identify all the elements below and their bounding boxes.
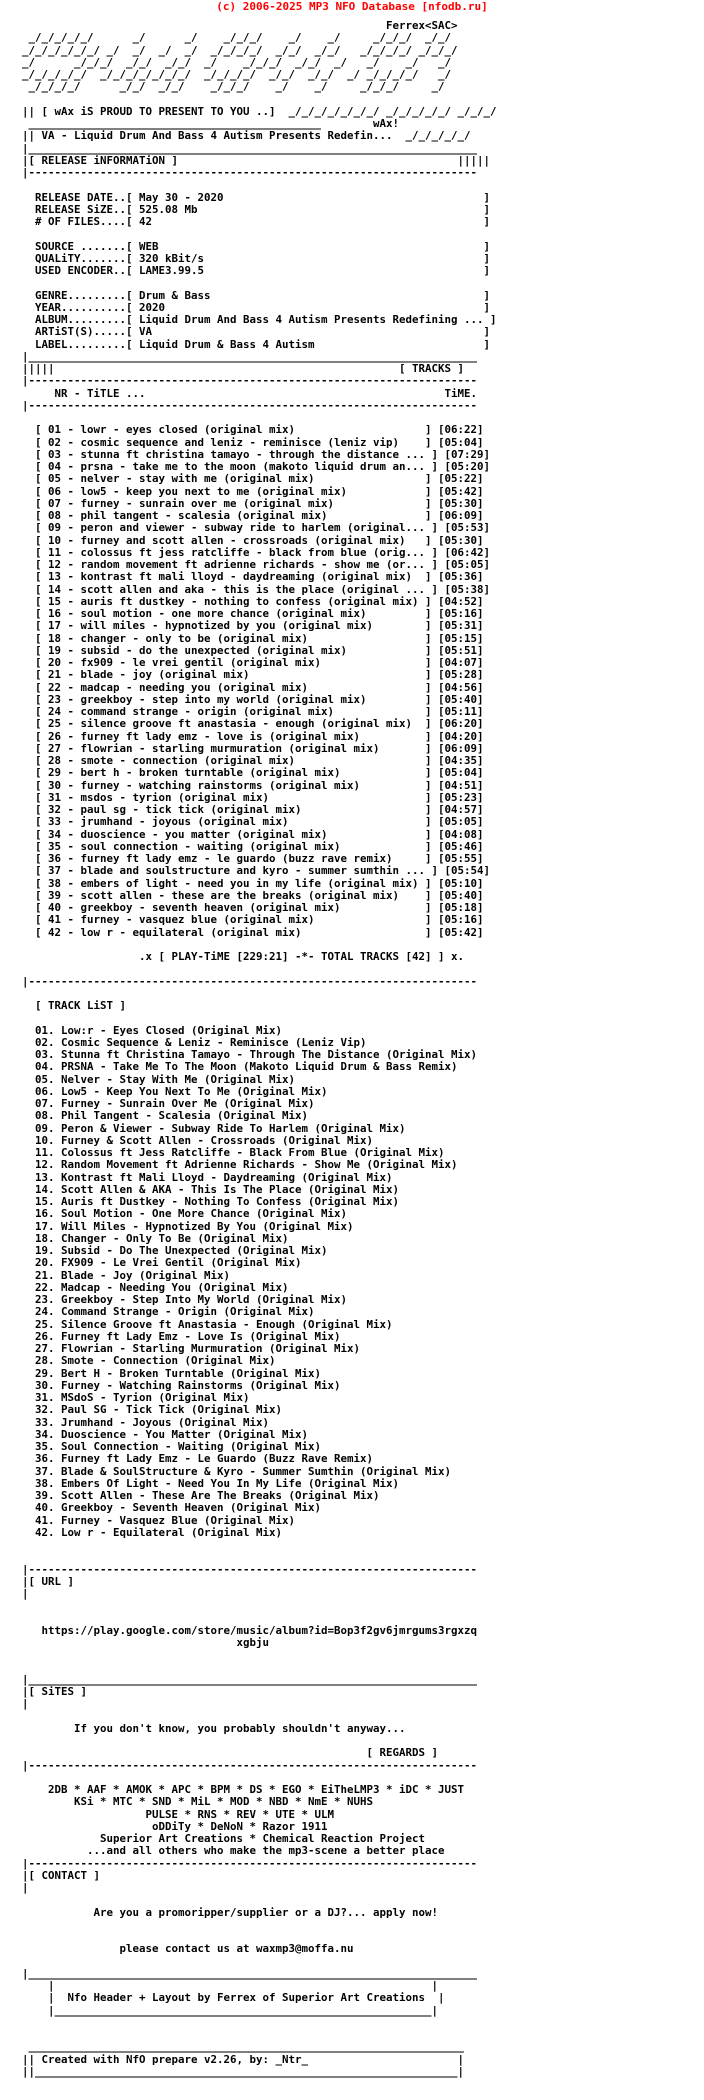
nfo-line: 03. Stunna ft Christina Tamayo - Through The Distance (Original Mix) [22,1048,478,1061]
nfo-line: 39. Scott Allen - These Are The Breaks (Original Mix) [22,1489,380,1502]
nfo-line: [ 06 - low5 - keep you next to me (original mix) ] [05:42] [22,484,484,498]
nfo-line: 13. Kontrast ft Mali Lloyd - Daydreaming (Original Mix) [22,1170,393,1184]
nfo-line: [ 04 - prsna - take me to the moon (makoto liquid drum an... ] [05:20] [22,460,491,473]
nfo-line: 24. Command Strange - Origin (Original Mix) [22,1305,315,1319]
nfo-line: [ 41 - furney - vasquez blue (original mix) ] [05:16] [22,913,484,927]
nfo-line: 19. Subsid - Do The Unexpected (Original Mix) [22,1244,328,1257]
nfo-line: |__________________________________________________________| [22,2003,439,2017]
nfo-line: 02. Cosmic Sequence & Leniz - Reminisce (Leniz Vip) [22,1035,367,1049]
nfo-line: 30. Furney - Watching Rainstorms (Original Mix) [22,1378,341,1392]
nfo-line: 25. Silence Groove ft Anastasia - Enough (Original Mix) [22,1317,393,1331]
nfo-line: _/_/_/_/ _/_/ _/_/ _/_/_/ _/ _/ _/_/_/ _/ [22,80,445,94]
nfo-line: [ 38 - embers of light - need you in my life (original mix) ] [05:10] [22,876,484,890]
nfo-line: |--------------------------------------------------------------------- [22,974,478,988]
nfo-line: 2DB * AAF * AMOK * APC * BPM * DS * EGO * EiTheLMP3 * iDC * JUST [22,1783,465,1796]
nfo-line: ...and all others who make the mp3-scene a better place [22,1844,445,1858]
nfo-line: If you don't know, you probably shouldn't anyway... [22,1721,406,1735]
nfo-line: [ 14 - scott allen and aka - this is the place (original ... ] [05:38] [22,582,491,596]
nfo-line: | [22,1587,29,1600]
nfo-line: YEAR..........[ 2020 ] [22,300,491,314]
nfo-line: | [22,1881,29,1894]
site-header: (c) 2006-2025 MP3 NFO Database [nfodb.ru] [216,0,488,13]
nfo-line: 37. Blade & SoulStructure & Kyro - Summer Sumthin (Original Mix) [22,1464,452,1478]
nfo-line: [ 10 - furney and scott allen - crossroads (original mix) ] [05:30] [22,533,484,547]
nfo-line: 23. Greekboy - Step Into My World (Original Mix) [22,1293,348,1306]
nfo-line: 07. Furney - Sunrain Over Me (Original Mix) [22,1097,315,1110]
nfo-line: 41. Furney - Vasquez Blue (Original Mix) [22,1513,296,1527]
nfo-line: |--------------------------------------------------------------------- [22,374,478,388]
nfo-line: [ 24 - command strange - origin (original mix) ] [05:11] [22,705,484,718]
nfo-line: [ 29 - bert h - broken turntable (original mix) ] [05:04] [22,766,484,780]
nfo-line: [ 05 - nelver - stay with me (original mix) ] [05:22] [22,472,484,486]
nfo-line: [ 35 - soul connection - waiting (original mix) ] [05:46] [22,839,484,853]
nfo-line: [ 33 - jrumhand - joyous (original mix) ] [05:05] [22,815,484,829]
nfo-line: 32. Paul SG - Tick Tick (Original Mix) [22,1403,283,1417]
nfo-line: 09. Peron & Viewer - Subway Ride To Harlem (Original Mix) [22,1121,406,1135]
nfo-line: [ 30 - furney - watching rainstorms (original mix) ] [04:51] [22,778,484,792]
nfo-line: QUALiTY.......[ 320 kBit/s ] [22,251,491,265]
nfo-line: 22. Madcap - Needing You (Original Mix) [22,1280,289,1294]
nfo-line: [ 20 - fx909 - le vrei gentil (original mix) ] [04:07] [22,656,484,669]
nfo-line: KSi * MTC * SND * MiL * MOD * NBD * NmE * NUHS [22,1795,374,1809]
nfo-line: [ 19 - subsid - do the unexpected (original mix) ] [05:51] [22,643,484,657]
nfo-line: [ REGARDS ] [22,1746,439,1760]
nfo-line: 26. Furney ft Lady Emz - Love Is (Original Mix) [22,1329,341,1343]
nfo-line: .x [ PLAY-TiME [229:21] -*- TOTAL TRACKS [42] ] x. [22,950,465,963]
nfo-line: [ 27 - flowrian - starling murmuration (original mix) ] [06:09] [22,741,484,755]
nfo-line: |_____________________________________________________________________ [22,1966,478,1980]
nfo-line: # OF FILES....[ 42 ] [22,215,491,228]
nfo-line: RELEASE DATE..[ May 30 - 2020 ] [22,190,491,204]
nfo-line: 36. Furney ft Lady Emz - Le Guardo (Buzz Rave Remix) [22,1452,374,1466]
nfo-line: LABEL.........[ Liquid Drum & Bass 4 Autism ] [22,337,491,351]
nfo-line: 15. Auris ft Dustkey - Nothing To Confess (Original Mix) [22,1195,400,1208]
nfo-line: 28. Smote - Connection (Original Mix) [22,1354,276,1368]
nfo-line: [ 28 - smote - connection (original mix) ] [04:35] [22,754,484,767]
nfo-line: | Nfo Header + Layout by Ferrex of Superior Art Creations | [22,1991,445,2005]
nfo-line: [ 12 - random movement ft adrienne richards - show me (or... ] [05:05] [22,558,491,571]
nfo-line: |--------------------------------------------------------------------- [22,398,478,412]
nfo-line: [ 17 - will miles - hypnotized by you (original mix) ] [05:31] [22,619,484,633]
nfo-line: 27. Flowrian - Starling Murmuration (Original Mix) [22,1342,361,1355]
nfo-line: 14. Scott Allen & AKA - This Is The Place (Original Mix) [22,1182,400,1196]
nfo-line: ||||| [ TRACKS ] [22,362,465,375]
nfo-line: || VA - Liquid Drum And Bass 4 Autism Presents Redefin... _/_/_/_/_/ [22,129,471,143]
nfo-line: || [ wAx iS PROUD TO PRESENT TO YOU ..] _/_/_/_/_/_/_/ _/_/_/_/_/ _/_/_/ [22,104,497,118]
nfo-line: 31. MSdoS - Tyrion (Original Mix) [22,1391,250,1404]
nfo-line: [ 34 - duoscience - you matter (original mix) ] [04:08] [22,827,484,841]
nfo-line: Ferrex<SAC> [22,20,458,32]
nfo-line: 05. Nelver - Stay With Me (Original Mix) [22,1072,296,1086]
nfo-line: please contact us at waxmp3@moffa.nu [22,1942,354,1956]
nfo-line: 08. Phil Tangent - Scalesia (Original Mix) [22,1109,309,1123]
nfo-line: [ 32 - paul sg - tick tick (original mix) ] [04:57] [22,803,484,816]
nfo-line: 34. Duoscience - You Matter (Original Mix) [22,1427,309,1441]
nfo-line: [ 40 - greekboy - seventh heaven (original mix) ] [05:18] [22,901,484,914]
nfo-line: [ 07 - furney - sunrain over me (original mix) ] [05:30] [22,496,484,510]
nfo-line: [ 18 - changer - only to be (original mix) ] [05:15] [22,631,484,645]
nfo-line: || Created with NfO prepare v2.26, by: _Ntr_ | [22,2052,465,2066]
nfo-line: 35. Soul Connection - Waiting (Original Mix) [22,1440,322,1453]
nfo-line: Are you a promoripper/supplier or a DJ?... apply now! [22,1905,439,1919]
nfo-line: [ 25 - silence groove ft anastasia - enough (original mix) ] [06:20] [22,717,484,731]
nfo-line: [ 39 - scott allen - these are the breaks (original mix) ] [05:40] [22,888,484,902]
nfo-line: ALBUM.........[ Liquid Drum And Bass 4 Autism Presents Redefining ... ] [22,313,497,326]
nfo-line: 21. Blade - Joy (Original Mix) [22,1268,231,1282]
nfo-line: GENRE.........[ Drum & Bass ] [22,288,491,302]
nfo-line: [ 22 - madcap - needing you (original mix) ] [04:56] [22,680,484,694]
nfo-line: oDDiTy * DeNoN * Razor 1911 [22,1819,328,1833]
nfo-line: [ TRACK LiST ] [22,999,127,1012]
nfo-line: NR - TiTLE ... TiME. [22,386,478,400]
nfo-line: 18. Changer - Only To Be (Original Mix) [22,1231,289,1245]
nfo-line: |--------------------------------------------------------------------- [22,1758,478,1772]
nfo-line: |_____________________________________________________________________ [22,349,478,363]
nfo-line: ||_________________________________________________________________| [22,2064,465,2078]
nfo-line: 10. Furney & Scott Allen - Crossroads (Original Mix) [22,1133,374,1147]
nfo-line: 17. Will Miles - Hypnotized By You (Original Mix) [22,1219,354,1233]
nfo-line: |_____________________________________________________________________ [22,141,478,155]
nfo-line: [ 01 - lowr - eyes closed (original mix) ] [06:22] [22,423,484,437]
nfo-line: [ 36 - furney ft lady emz - le guardo (buzz rave remix) ] [05:55] [22,852,484,865]
nfo-text [22,20,682,2094]
nfo-line: 06. Low5 - Keep You Next To Me (Original Mix) [22,1084,328,1098]
nfo-line: [ 11 - colossus ft jess ratcliffe - black from blue (orig... ] [06:42] [22,545,491,559]
nfo-line: | | [22,1979,439,1992]
nfo-line: ___________________________________________________________________ [22,2040,465,2054]
nfo-line: |--------------------------------------------------------------------- [22,1562,478,1576]
nfo-line: 04. PRSNA - Take Me To The Moon (Makoto Liquid Drum & Bass Remix) [22,1060,458,1074]
nfo-line: SOURCE .......[ WEB ] [22,239,491,253]
nfo-line: |[ URL ] [22,1574,75,1588]
nfo-line: [ 23 - greekboy - step into my world (original mix) ] [05:40] [22,692,484,706]
nfo-line: _____________________________________________ wAx! [22,117,400,130]
nfo-line: [ 08 - phil tangent - scalesia (original mix) ] [06:09] [22,509,484,522]
nfo-line: xgbju [22,1636,270,1649]
nfo-line: 38. Embers Of Light - Need You In My Life (Original Mix) [22,1476,400,1490]
nfo-line: [ 26 - furney ft lady emz - love is (original mix) ] [04:20] [22,729,484,743]
nfo-line: [ 31 - msdos - tyrion (original mix) ] [05:23] [22,790,484,804]
nfo-line: 11. Colossus ft Jess Ratcliffe - Black From Blue (Original Mix) [22,1146,445,1159]
nfo-line: [ 15 - auris ft dustkey - nothing to confess (original mix) ] [04:52] [22,594,484,608]
nfo-line: [ 42 - low r - equilateral (original mix) ] [05:42] [22,925,484,939]
nfo-line: |--------------------------------------------------------------------- [22,1856,478,1870]
nfo-line: Superior Art Creations * Chemical Reaction Project [22,1832,426,1845]
nfo-line: 12. Random Movement ft Adrienne Richards - Show Me (Original Mix) [22,1158,458,1172]
nfo-line: 29. Bert H - Broken Turntable (Original Mix) [22,1366,322,1380]
nfo-line: [ 09 - peron and viewer - subway ride to harlem (original... ] [05:53] [22,521,491,535]
nfo-line: 01. Low:r - Eyes Closed (Original Mix) [22,1023,283,1037]
nfo-line: [ 37 - blade and soulstructure and kyro - summer sumthin ... ] [05:54] [22,864,491,878]
nfo-line: |[ RELEASE iNFORMATiON ] ||||| [22,153,491,167]
nfo-line: USED ENCODER..[ LAME3.99.5 ] [22,264,491,277]
nfo-line: [ 03 - stunna ft christina tamayo - through the distance ... ] [07:29] [22,447,491,461]
nfo-line: | [22,1697,29,1711]
nfo-line: |[ SiTES ] [22,1685,88,1698]
nfo-line: _/_/_/_/_/ _/ _/ _/_/_/ _/ _/ _/_/_/ _/_/ [22,31,452,45]
nfo-line: _/ _/_/_/ _/_/ _/_/ _/ _/_/_/ _/_/ _/ _/ _/ _/ [22,55,452,69]
nfo-line: |[ CONTACT ] [22,1868,101,1882]
nfo-line: [ 21 - blade - joy (original mix) ] [05:28] [22,668,484,682]
nfo-line: _/_/_/_/_/_/ _/ _/ _/ _/ _/_/_/_/ _/_/ _/_/ _/_/_/_/ _/_/_/ [22,43,458,57]
nfo-line: |--------------------------------------------------------------------- [22,166,478,179]
nfo-line: _/_/_/_/_/ _/_/_/_/_/_/_/ _/_/_/_/ _/_/ _/_/ _/ _/_/_/_/ _/ [22,68,452,81]
nfo-line: RELEASE SiZE..[ 525.08 Mb ] [22,202,491,216]
nfo-line: https://play.google.com/store/music/album?id=Bop3f2gv6jmrgums3rgxzq [22,1623,478,1637]
nfo-line: 40. Greekboy - Seventh Heaven (Original Mix) [22,1501,322,1515]
nfo-line: 16. Soul Motion - One More Chance (Original Mix) [22,1207,348,1221]
nfo-line: |_____________________________________________________________________ [22,1672,478,1686]
nfo-line: 33. Jrumhand - Joyous (Original Mix) [22,1415,270,1429]
nfo-line: [ 16 - soul motion - one more chance (original mix) ] [05:16] [22,607,484,620]
nfo-line: 20. FX909 - Le Vrei Gentil (Original Mix) [22,1256,302,1270]
nfo-line: ARTiST(S).....[ VA ] [22,325,491,339]
nfo-line: [ 13 - kontrast ft mali lloyd - daydreaming (original mix) ] [05:36] [22,570,484,584]
nfo-line: [ 02 - cosmic sequence and leniz - reminisce (leniz vip) ] [05:04] [22,435,484,449]
nfo-line: 42. Low r - Equilateral (Original Mix) [22,1525,283,1539]
nfo-line: PULSE * RNS * REV * UTE * ULM [22,1807,335,1821]
